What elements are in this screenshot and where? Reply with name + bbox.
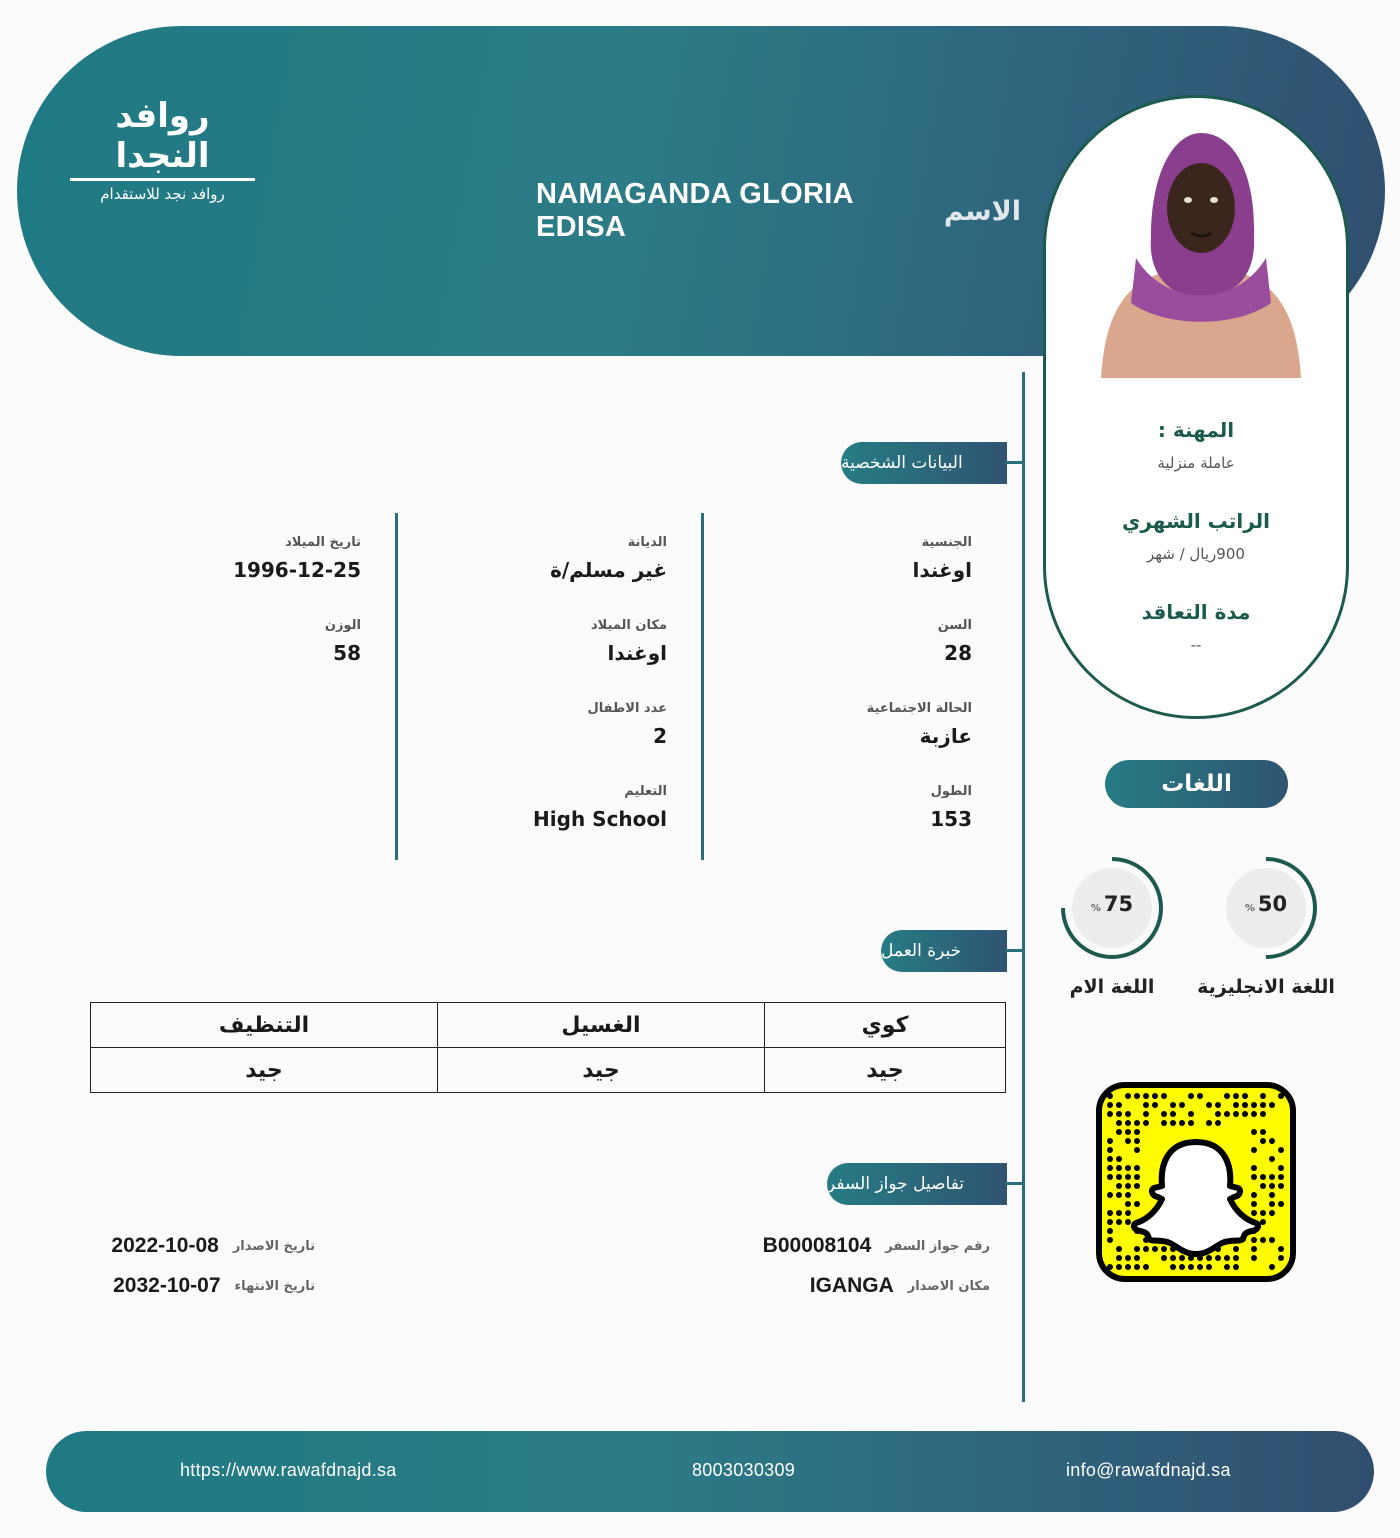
snapcode-dot <box>1107 1264 1113 1270</box>
snapcode-dot <box>1260 1210 1266 1216</box>
snapcode-dot <box>1134 1093 1140 1099</box>
education-field <box>450 784 667 831</box>
height-field <box>760 784 972 831</box>
snapcode-dot <box>1125 1111 1131 1117</box>
nationality-field <box>760 535 972 582</box>
languages-title: اللغات <box>1105 760 1288 808</box>
snapcode-dot <box>1134 1174 1140 1180</box>
snapcode-dot <box>1260 1102 1266 1108</box>
snapcode-dot <box>1269 1156 1275 1162</box>
snapcode-dot <box>1260 1093 1266 1099</box>
snapcode-dot <box>1152 1102 1158 1108</box>
snapcode-dot <box>1269 1201 1275 1207</box>
nationality-value: اوغندا <box>912 558 972 582</box>
table-header-cell: كوي <box>765 1003 1006 1048</box>
experience-section-title <box>881 930 1007 972</box>
snapcode-dot <box>1134 1138 1140 1144</box>
column-divider <box>395 513 398 860</box>
passport-issue-row <box>111 1234 315 1258</box>
snapcode-dot <box>1116 1210 1122 1216</box>
main-divider <box>1022 372 1025 1402</box>
snapcode-dot <box>1251 1237 1257 1243</box>
snapcode-dot <box>1134 1165 1140 1171</box>
religion-value: غير مسلم/ة <box>550 558 667 582</box>
dob-value: 1996-12-25 <box>233 558 361 582</box>
snapcode-dot <box>1269 1174 1275 1180</box>
passport-tick <box>1005 1182 1023 1185</box>
snapcode-dot <box>1170 1120 1176 1126</box>
snapcode-dot <box>1215 1111 1221 1117</box>
snapcode-dot <box>1143 1120 1149 1126</box>
snapcode-dot <box>1278 1201 1284 1207</box>
gauge-percent: 50 <box>1257 892 1288 916</box>
snapcode-dot <box>1251 1165 1257 1171</box>
personal-section-label: البيانات الشخصية <box>841 453 963 473</box>
snapcode-dot <box>1116 1174 1122 1180</box>
height-label: الطول <box>930 784 972 799</box>
snapcode-dot <box>1125 1201 1131 1207</box>
snapcode-dot <box>1116 1165 1122 1171</box>
snapcode-dot <box>1260 1129 1266 1135</box>
snapcode-dot <box>1233 1264 1239 1270</box>
snapcode-dot <box>1134 1147 1140 1153</box>
snapcode-dot <box>1170 1111 1176 1117</box>
snapcode-dot <box>1233 1246 1239 1252</box>
snapcode-dot <box>1251 1192 1257 1198</box>
snapcode-dot <box>1233 1255 1239 1261</box>
snapcode-dot <box>1278 1246 1284 1252</box>
nationality-label: الجنسية <box>921 535 972 550</box>
snapcode-dot <box>1278 1093 1284 1099</box>
snapcode-dot <box>1125 1174 1131 1180</box>
snapcode-dot <box>1161 1120 1167 1126</box>
snapcode-dot <box>1260 1219 1266 1225</box>
snapcode-dot <box>1260 1183 1266 1189</box>
snapcode-dot <box>1251 1111 1257 1117</box>
snapcode-dot <box>1188 1093 1194 1099</box>
passport-number-label: رقم جواز السفر <box>885 1238 990 1254</box>
snapcode-dot <box>1107 1174 1113 1180</box>
snapcode-dot <box>1116 1111 1122 1117</box>
snapcode-dot <box>1269 1264 1275 1270</box>
percent-sign: % <box>1244 903 1255 914</box>
table-cell: جيد <box>765 1048 1006 1093</box>
snapcode-dot <box>1107 1228 1113 1234</box>
snapcode-dot <box>1224 1264 1230 1270</box>
passport-number-value: B00008104 <box>762 1234 872 1257</box>
snapcode-dot <box>1107 1219 1113 1225</box>
snapcode-dot <box>1206 1255 1212 1261</box>
snapcode-dot <box>1116 1183 1122 1189</box>
snapcode-dot <box>1125 1138 1131 1144</box>
snapcode-dot <box>1188 1264 1194 1270</box>
snapcode-dot <box>1233 1102 1239 1108</box>
percent-sign: % <box>1090 903 1101 914</box>
snapcode-dot <box>1125 1183 1131 1189</box>
snapcode-dot <box>1188 1111 1194 1117</box>
name-row <box>536 178 1021 244</box>
passport-number-row <box>763 1234 990 1258</box>
snapcode-dot <box>1116 1264 1122 1270</box>
snapcode-dot <box>1125 1210 1131 1216</box>
table-header-cell: التنظيف <box>91 1003 438 1048</box>
snapcode-dot <box>1269 1138 1275 1144</box>
religion-field <box>450 535 667 582</box>
birthplace-field <box>450 618 667 665</box>
snapcode-dot <box>1143 1111 1149 1117</box>
snapcode-dot <box>1107 1093 1113 1099</box>
children-value: 2 <box>653 724 667 748</box>
snapcode-dot <box>1188 1120 1194 1126</box>
contract-value: -- <box>1190 636 1202 654</box>
snapcode-dot <box>1179 1264 1185 1270</box>
snapcode-dot <box>1179 1102 1185 1108</box>
snapcode-dot <box>1215 1255 1221 1261</box>
height-value: 153 <box>930 807 972 831</box>
snapcode-dot <box>1107 1138 1113 1144</box>
salary-label: الراتب الشهري <box>1122 509 1270 533</box>
snapcode-dot <box>1251 1210 1257 1216</box>
passport-place-label: مكان الاصدار <box>907 1278 990 1294</box>
logo-subtitle: روافد نجد للاستقدام <box>100 185 225 203</box>
snapcode-dot <box>1134 1183 1140 1189</box>
passport-section-label: تفاصيل جواز السفر <box>827 1174 965 1194</box>
name-value: NAMAGANDA GLORIA EDISA <box>536 178 853 243</box>
snapcode-dot <box>1260 1138 1266 1144</box>
snapcode-dot <box>1125 1129 1131 1135</box>
profile-photo <box>1096 108 1306 378</box>
passport-expiry-label: تاريخ الانتهاء <box>234 1278 315 1294</box>
snapcode-dot <box>1134 1264 1140 1270</box>
dob-label: تاريخ الميلاد <box>285 535 361 550</box>
snapcode-dot <box>1125 1255 1131 1261</box>
snapcode-dot <box>1260 1237 1266 1243</box>
passport-expiry-value: 2032-10-07 <box>113 1274 221 1297</box>
personal-section-title <box>841 442 1007 484</box>
logo-mark: روافد النجدا <box>70 96 255 181</box>
snapcode-dot <box>1215 1102 1221 1108</box>
snapcode-dot <box>1161 1255 1167 1261</box>
marital-label: الحالة الاجتماعية <box>866 701 972 716</box>
weight-value: 58 <box>333 641 361 665</box>
marital-value: عازبة <box>919 724 972 748</box>
snapcode-dot <box>1116 1192 1122 1198</box>
snapcode-dot <box>1125 1165 1131 1171</box>
gauge-value <box>1060 892 1164 916</box>
snapcode-dot <box>1143 1246 1149 1252</box>
snapcode-dot <box>1116 1102 1122 1108</box>
snapcode-dot <box>1233 1111 1239 1117</box>
snapcode-dot <box>1116 1129 1122 1135</box>
snapcode-dot <box>1125 1264 1131 1270</box>
snapcode-dot <box>1251 1246 1257 1252</box>
snapcode-dot <box>1206 1120 1212 1126</box>
email-link[interactable]: info@rawafdnajd.sa <box>1066 1460 1231 1480</box>
snapcode-dot <box>1224 1111 1230 1117</box>
profession-label: المهنة : <box>1157 418 1235 442</box>
snapcode-dot <box>1143 1102 1149 1108</box>
snapcode-dot <box>1170 1255 1176 1261</box>
snapcode-dot <box>1170 1264 1176 1270</box>
passport-issue-value: 2022-10-08 <box>111 1234 219 1257</box>
table-header-cell: الغسيل <box>438 1003 765 1048</box>
education-label: التعليم <box>624 784 667 799</box>
snapcode-dot <box>1161 1111 1167 1117</box>
language-gauge <box>1060 856 1164 960</box>
name-label: الاسم <box>943 195 1021 227</box>
snapcode-dot <box>1233 1093 1239 1099</box>
snapcode-dot <box>1116 1219 1122 1225</box>
snapcode-dot <box>1197 1093 1203 1099</box>
company-logo <box>70 96 255 203</box>
personal-tick <box>1005 461 1023 464</box>
snapcode-dot <box>1125 1219 1131 1225</box>
snapcode-dot <box>1278 1255 1284 1261</box>
snapcode-dot <box>1242 1111 1248 1117</box>
language-label: اللغة الام <box>1069 976 1155 998</box>
snapcode-dot <box>1116 1120 1122 1126</box>
language-gauge <box>1214 856 1318 960</box>
birthplace-value: اوغندا <box>607 641 667 665</box>
passport-issue-label: تاريخ الاصدار <box>232 1238 315 1254</box>
snapcode-dot <box>1269 1102 1275 1108</box>
snapcode-ghost-icon[interactable] <box>1096 1082 1296 1282</box>
children-label: عدد الاطفال <box>587 701 667 716</box>
snapcode-dot <box>1107 1111 1113 1117</box>
snapcode-dot <box>1197 1264 1203 1270</box>
snapcode-dot <box>1269 1210 1275 1216</box>
snapcode-dot <box>1134 1246 1140 1252</box>
snapcode-dot <box>1260 1174 1266 1180</box>
snapcode-dot <box>1269 1237 1275 1243</box>
snapcode-dot <box>1134 1120 1140 1126</box>
snapcode-dot <box>1251 1129 1257 1135</box>
snapcode-dot <box>1152 1246 1158 1252</box>
snapcode-dot <box>1116 1255 1122 1261</box>
snapcode-dot <box>1251 1201 1257 1207</box>
snapcode-dot <box>1278 1147 1284 1153</box>
snapcode-dot <box>1206 1102 1212 1108</box>
footer-bar <box>46 1431 1374 1512</box>
snapcode-dot <box>1125 1192 1131 1198</box>
snapcode-dot <box>1116 1156 1122 1162</box>
education-value: High School <box>533 807 667 831</box>
snapcode-dot <box>1242 1102 1248 1108</box>
snapcode-dot <box>1107 1237 1113 1243</box>
snapcode-dot <box>1215 1120 1221 1126</box>
snapcode-dot <box>1116 1246 1122 1252</box>
gauge-percent: 75 <box>1103 892 1134 916</box>
snapcode-dot <box>1125 1093 1131 1099</box>
passport-expiry-row <box>113 1274 315 1298</box>
dob-field <box>150 535 361 582</box>
religion-label: الديانة <box>627 535 667 550</box>
column-divider <box>701 513 704 860</box>
passport-place-value: IGANGA <box>809 1274 894 1297</box>
snapcode-dot <box>1107 1210 1113 1216</box>
age-value: 28 <box>944 641 972 665</box>
snapcode-dot <box>1260 1111 1266 1117</box>
table-cell: جيد <box>438 1048 765 1093</box>
snapcode-dot <box>1143 1093 1149 1099</box>
weight-label: الوزن <box>324 618 361 633</box>
website-link[interactable]: https://www.rawafdnajd.sa <box>180 1460 397 1480</box>
table-row <box>91 1003 1006 1048</box>
snapcode-dot <box>1224 1255 1230 1261</box>
contract-label: مدة التعاقد <box>1141 600 1251 624</box>
snapcode-dot <box>1107 1192 1113 1198</box>
snapcode-dot <box>1125 1120 1131 1126</box>
snapcode-dot <box>1251 1255 1257 1261</box>
age-field <box>760 618 972 665</box>
snapcode-dot <box>1251 1102 1257 1108</box>
phone-number[interactable]: 8003030309 <box>692 1460 796 1480</box>
experience-table <box>90 1002 1006 1093</box>
experience-tick <box>1005 949 1023 952</box>
marital-field <box>760 701 972 748</box>
salary-value: 900ريال / شهر <box>1147 545 1245 563</box>
age-label: السن <box>937 618 972 633</box>
snapcode-dot <box>1251 1147 1257 1153</box>
table-cell: جيد <box>91 1048 438 1093</box>
experience-section-label: خبرة العمل <box>881 941 962 961</box>
snapcode-dot <box>1107 1156 1113 1162</box>
snapcode-dot <box>1134 1201 1140 1207</box>
snapcode-dot <box>1107 1102 1113 1108</box>
snapcode-dot <box>1134 1255 1140 1261</box>
passport-place-row <box>810 1274 990 1298</box>
snapcode-dot <box>1179 1120 1185 1126</box>
snapcode-dot <box>1107 1147 1113 1153</box>
weight-field <box>150 618 361 665</box>
snapcode-dot <box>1278 1174 1284 1180</box>
snapcode-dot <box>1269 1192 1275 1198</box>
snapcode-dot <box>1152 1093 1158 1099</box>
snapcode-dot <box>1269 1183 1275 1189</box>
snapcode-dot <box>1179 1255 1185 1261</box>
snapcode-dot <box>1170 1102 1176 1108</box>
snapcode-dot <box>1143 1264 1149 1270</box>
birthplace-label: مكان الميلاد <box>590 618 667 633</box>
gauge-value <box>1214 892 1318 916</box>
snapcode-dot <box>1278 1183 1284 1189</box>
snapcode-dot <box>1251 1174 1257 1180</box>
snapcode-dot <box>1161 1246 1167 1252</box>
table-row <box>91 1048 1006 1093</box>
snapcode-dot <box>1224 1093 1230 1099</box>
snapcode-dot <box>1161 1093 1167 1099</box>
snapcode-dot <box>1206 1264 1212 1270</box>
passport-section-title <box>827 1163 1007 1205</box>
snapcode-dot <box>1134 1129 1140 1135</box>
profession-value: عاملة منزلية <box>1157 454 1235 472</box>
children-field <box>450 701 667 748</box>
language-label: اللغة الانجليزية <box>1197 976 1335 998</box>
profile-card <box>1043 95 1349 719</box>
snapcode-dot <box>1107 1165 1113 1171</box>
snapcode-dot <box>1242 1093 1248 1099</box>
snapcode-dot <box>1278 1165 1284 1171</box>
